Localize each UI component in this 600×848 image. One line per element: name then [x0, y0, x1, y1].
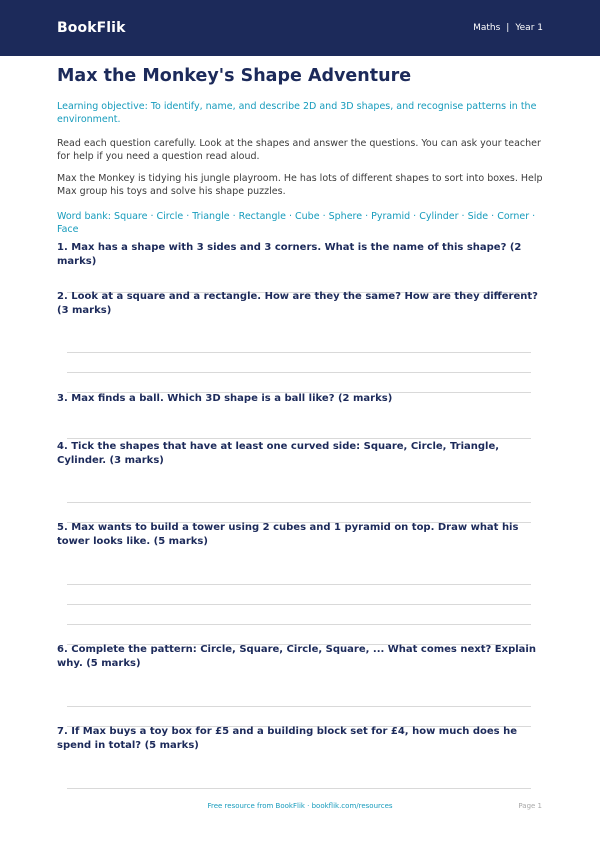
story-paragraph: Max the Monkey is tidying his jungle playroom. He has lots of different shapes to sort into boxes. Help Max group his toys and solve his shape puzzles. [57, 173, 543, 197]
word-bank: Word bank: Square · Circle · Triangle · Rectangle · Cube · Sphere · Pyramid · Cylinder · Side · Corner · Face [57, 211, 536, 235]
question-6: 6. Complete the pattern: Circle, Square, Circle, Square, ... What comes next? Explain why. (5 marks) [57, 644, 536, 669]
page-title: Max the Monkey's Shape Adventure [57, 66, 412, 86]
answer-line[interactable] [67, 788, 531, 789]
question-5: 5. Max wants to build a tower using 2 cubes and 1 pyramid on top. Draw what his tower looks like. (5 marks) [57, 522, 519, 547]
learning-objective: Learning objective: To identify, name, and describe 2D and 3D shapes, and recognise patterns in the environment. [57, 101, 537, 125]
year-label: Year 1 [515, 23, 543, 33]
instructions-paragraph: Read each question carefully. Look at the shapes and answer the questions. You can ask your teacher for help if you need a question read aloud. [57, 138, 541, 162]
footer-credit[interactable]: Free resource from BookFlik · bookflik.com/resources [207, 802, 393, 810]
question-3: 3. Max finds a ball. Which 3D shape is a ball like? (2 marks) [57, 393, 393, 404]
answer-line[interactable] [67, 604, 531, 605]
answer-line[interactable] [67, 584, 531, 585]
question-2: 2. Look at a square and a rectangle. How are they the same? How are they different? (3 marks) [57, 291, 538, 316]
question-1: 1. Max has a shape with 3 sides and 3 corners. What is the name of this shape? (2 marks) [57, 242, 522, 267]
answer-line[interactable] [67, 438, 531, 439]
answer-line[interactable] [67, 502, 531, 503]
answer-line[interactable] [67, 352, 531, 353]
page-number: Page 1 [518, 802, 542, 810]
question-7: 7. If Max buys a toy box for £5 and a building block set for £4, how much does he spend in total? (5 marks) [57, 726, 517, 751]
answer-line[interactable] [67, 624, 531, 625]
page-header [0, 0, 600, 56]
brand-logo: BookFlik [57, 20, 126, 36]
subject-label: Maths [473, 23, 501, 33]
answer-line[interactable] [67, 706, 531, 707]
answer-line[interactable] [67, 372, 531, 373]
question-4: 4. Tick the shapes that have at least one curved side: Square, Circle, Triangle, Cylinder. (3 marks) [57, 441, 500, 466]
subject-year: Maths | Year 1 [473, 23, 543, 33]
